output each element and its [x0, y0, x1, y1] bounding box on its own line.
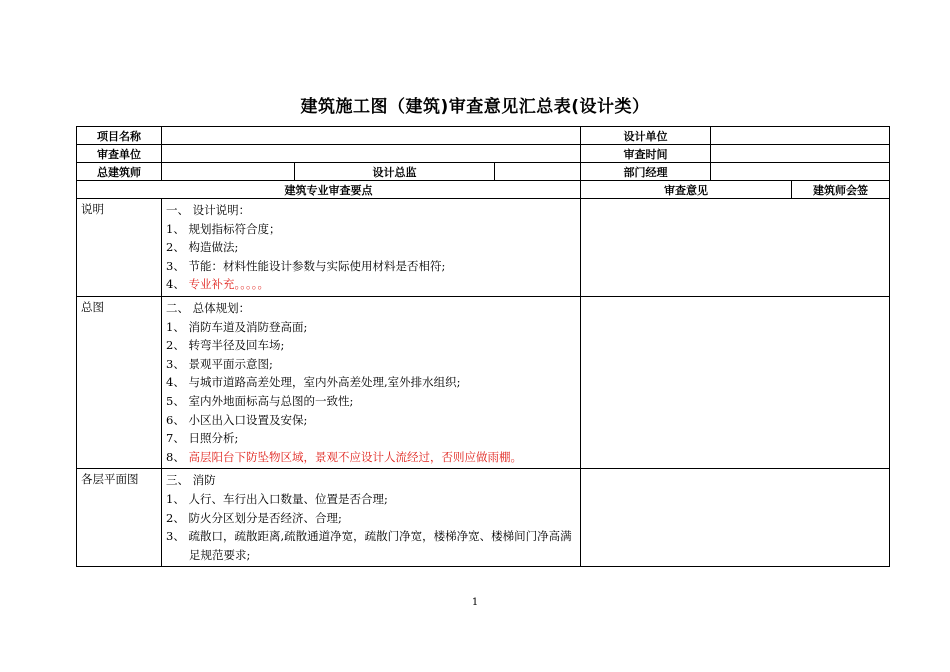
review-unit-label: 审查单位 [77, 145, 162, 163]
section-items [162, 469, 581, 567]
section-category: 总图 [77, 296, 162, 468]
section-opinion-field[interactable] [581, 199, 890, 297]
section-category: 说明 [77, 199, 162, 297]
dept-manager-field[interactable] [711, 163, 890, 181]
dept-manager-label: 部门经理 [581, 163, 711, 181]
column-header-row [77, 181, 890, 199]
section-category: 各层平面图 [77, 469, 162, 567]
section-items [162, 296, 581, 468]
design-director-field[interactable] [495, 163, 581, 181]
opinion-column-header: 审查意见 [581, 181, 792, 199]
design-director-label: 设计总监 [295, 163, 495, 181]
list-item: 5、 室内外地面标高与总图的一致性; [166, 393, 354, 408]
chief-architect-label: 总建筑师 [77, 163, 162, 181]
list-item: 1、 规划指标符合度； [166, 221, 281, 236]
list-item: 3、 疏散口，疏散距离,疏散通道净宽，疏散门净宽，楼梯净宽、楼梯间门净高满足规范要求; [166, 529, 572, 562]
list-item: 4、 专业补充。。。。。 [166, 277, 269, 292]
section-row [77, 296, 890, 468]
project-name-field[interactable] [162, 127, 581, 145]
header-row-architect [77, 163, 890, 181]
review-table [76, 126, 890, 567]
review-unit-field[interactable] [162, 145, 581, 163]
list-item: 6、 小区出入口设置及安保; [166, 412, 308, 427]
list-item: 1、 人行、车行出入口数量、位置是否合理; [166, 491, 388, 506]
list-item: 1、 消防车道及消防登高面; [166, 319, 308, 334]
list-item: 4、 与城市道路高差处理，室内外高差处理,室外排水组织; [166, 375, 461, 390]
section-opinion-field[interactable] [581, 469, 890, 567]
design-unit-label: 设计单位 [581, 127, 711, 145]
page-title: 建筑施工图（建筑)审查意见汇总表(设计类） [300, 97, 650, 117]
signoff-column-header: 建筑师会签 [792, 181, 890, 199]
section-heading: 一、 设计说明： [166, 203, 251, 217]
header-row-review [77, 145, 890, 163]
points-column-header: 建筑专业审查要点 [77, 181, 581, 199]
review-time-field[interactable] [711, 145, 890, 163]
section-items [162, 199, 581, 297]
list-item: 2、 防火分区划分是否经济、合理; [166, 510, 342, 525]
section-row [77, 199, 890, 297]
list-item: 2、 转弯半径及回车场; [166, 338, 285, 353]
design-unit-field[interactable] [711, 127, 890, 145]
list-item: 7、 日照分析; [166, 431, 239, 446]
section-heading: 三、 消防 [166, 473, 216, 488]
section-heading: 二、 总体规划： [166, 300, 251, 315]
header-row-project [77, 127, 890, 145]
section-row [77, 469, 890, 567]
project-name-label: 项目名称 [77, 127, 162, 145]
section-opinion-field[interactable] [581, 296, 890, 468]
list-item: 8、 高层阳台下防坠物区域，景观不应设计人流经过，否则应做雨棚。 [166, 449, 522, 464]
list-item: 3、 节能：材料性能设计参数与实际使用材料是否相符; [166, 258, 446, 273]
list-item: 3、 景观平面示意图; [166, 356, 273, 371]
list-item: 2、 构造做法; [166, 240, 239, 255]
chief-architect-field[interactable] [162, 163, 295, 181]
page-number: 1 [471, 597, 479, 608]
review-time-label: 审查时间 [581, 145, 711, 163]
